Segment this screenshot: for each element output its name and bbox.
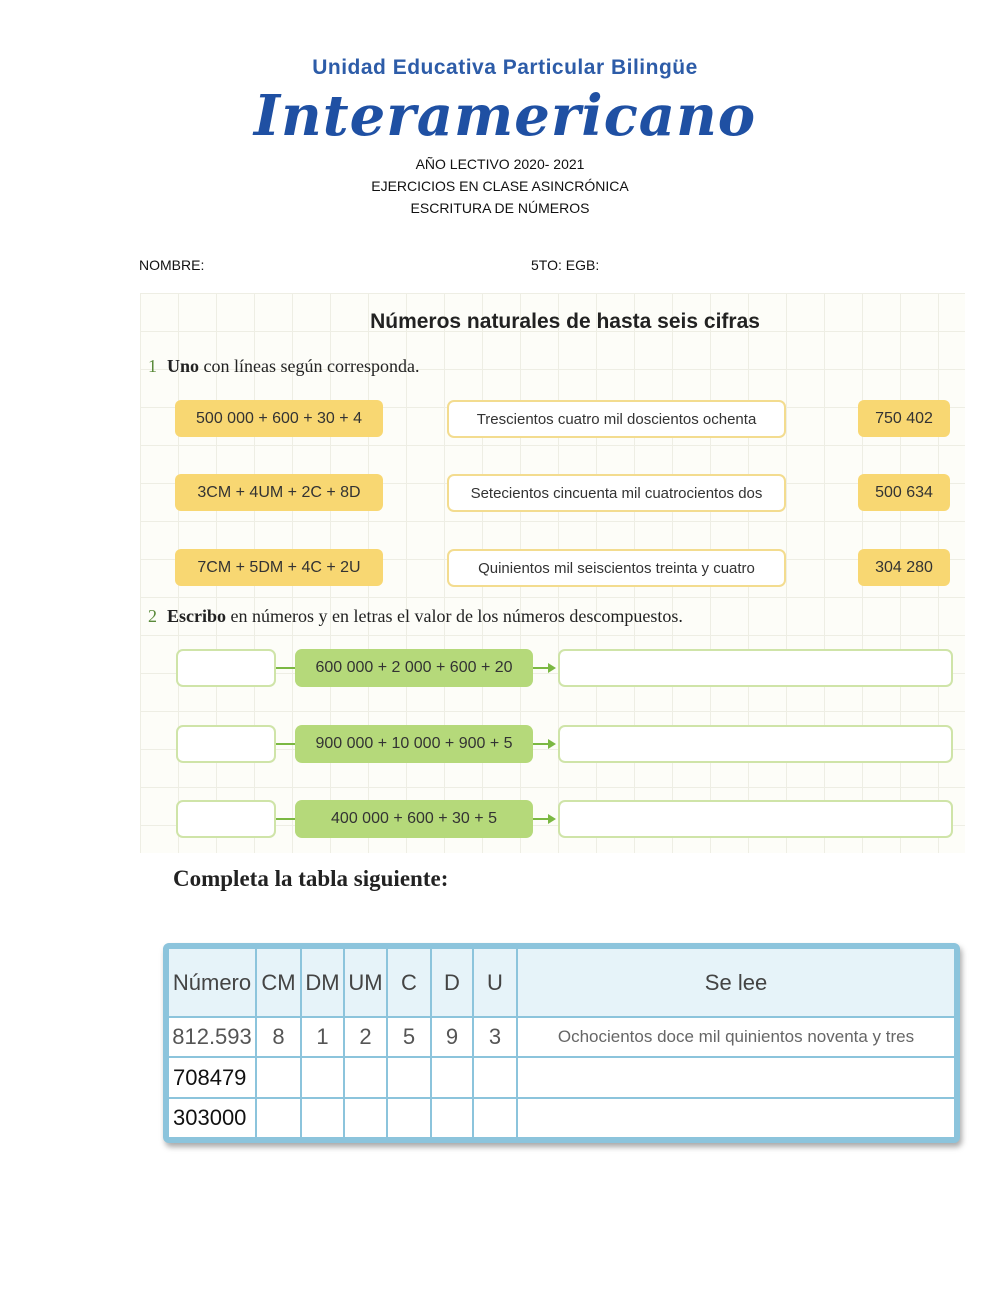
table-cell[interactable] [256,1057,301,1097]
table-cell: 8 [256,1017,301,1057]
table-row [168,1057,955,1097]
table-cell[interactable] [431,1098,473,1138]
words-answer-input[interactable] [558,725,953,763]
table-cell: 1 [301,1017,344,1057]
table-cell[interactable] [387,1057,431,1097]
table-cell[interactable] [517,1057,955,1097]
words-answer-input[interactable] [558,649,953,687]
connector-line [276,743,296,745]
column-header: CM [256,948,301,1017]
table-cell[interactable] [387,1098,431,1138]
worksheet-title: Números naturales de hasta seis cifras [370,310,760,333]
table-cell[interactable] [301,1098,344,1138]
number-box[interactable]: 304 280 [858,549,950,586]
words-answer-input[interactable] [558,800,953,838]
exercise-number: 1 [148,356,157,376]
connector-line [533,818,549,820]
exercise-2-instruction [148,606,683,627]
words-box[interactable]: Setecientos cincuenta mil cuatrocientos dos [447,474,786,512]
decomposition-box[interactable]: 3CM + 4UM + 2C + 8D [175,474,383,511]
table-instruction: Completa la tabla siguiente: [173,866,449,891]
name-label: NOMBRE: [139,257,205,273]
connector-line [276,818,296,820]
decomposition-box[interactable]: 7CM + 5DM + 4C + 2U [175,549,383,586]
words-box[interactable]: Quinientos mil seiscientos treinta y cuatro [447,549,786,587]
table-cell: 3 [473,1017,517,1057]
instruction-text: en números y en letras el valor de los números descompuestos. [226,606,683,626]
connector-line [276,667,296,669]
number-answer-input[interactable] [176,800,276,838]
table-cell: 708479 [168,1057,256,1097]
table-cell: 812.593 [168,1017,256,1057]
column-header: C [387,948,431,1017]
number-answer-input[interactable] [176,725,276,763]
exercise-number: 2 [148,606,157,626]
arrow-right-icon [548,739,556,749]
decomposition-box: 900 000 + 10 000 + 900 + 5 [295,725,533,763]
table-row [168,1017,955,1057]
exercise-1-instruction [148,356,419,377]
place-value-table [163,943,960,1143]
topic: ESCRITURA DE NÚMEROS [410,200,590,216]
connector-line [533,667,549,669]
number-box[interactable]: 750 402 [858,400,950,437]
number-box[interactable]: 500 634 [858,474,950,511]
arrow-right-icon [548,814,556,824]
column-header: DM [301,948,344,1017]
instruction-verb: Escribo [167,606,227,626]
table-cell: 2 [344,1017,387,1057]
decomposition-box: 600 000 + 2 000 + 600 + 20 [295,649,533,687]
column-header: Número [168,948,256,1017]
table-cell: 303000 [168,1098,256,1138]
table-cell[interactable] [431,1057,473,1097]
table-cell[interactable] [301,1057,344,1097]
column-header: Se lee [517,948,955,1017]
subtitle: EJERCICIOS EN CLASE ASINCRÓNICA [371,178,629,194]
number-answer-input[interactable] [176,649,276,687]
school-name: Unidad Educativa Particular Bilingüe [312,56,698,79]
connector-line [533,743,549,745]
column-header: UM [344,948,387,1017]
instruction-verb: Uno [167,356,200,376]
table-cell[interactable] [256,1098,301,1138]
table-cell[interactable] [517,1098,955,1138]
school-logo: Interamericano [253,83,757,149]
table-cell[interactable] [473,1098,517,1138]
column-header: U [473,948,517,1017]
table-cell[interactable] [344,1057,387,1097]
table-cell: 5 [387,1017,431,1057]
table-cell[interactable] [344,1098,387,1138]
table-cell[interactable] [473,1057,517,1097]
grade-label: 5TO: EGB: [531,257,600,273]
table-cell: 9 [431,1017,473,1057]
instruction-text: con líneas según corresponda. [199,356,420,376]
table-row [168,1098,955,1138]
column-header: D [431,948,473,1017]
words-box[interactable]: Trescientos cuatro mil doscientos ochenta [447,400,786,438]
decomposition-box[interactable]: 500 000 + 600 + 30 + 4 [175,400,383,437]
table-cell: Ochocientos doce mil quinientos noventa y tres [517,1017,955,1057]
decomposition-box: 400 000 + 600 + 30 + 5 [295,800,533,838]
arrow-right-icon [548,663,556,673]
school-year: AÑO LECTIVO 2020- 2021 [415,156,585,172]
